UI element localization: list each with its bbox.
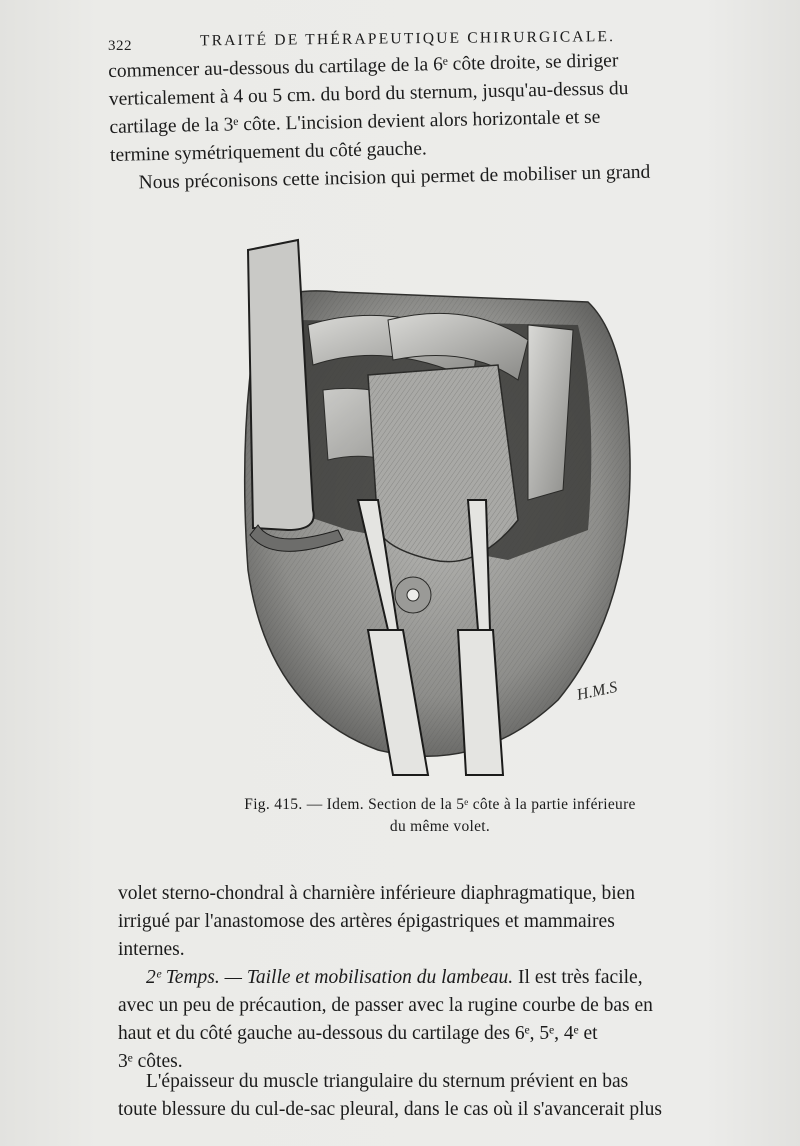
retractor [248,240,314,530]
running-head: TRAITÉ DE THÉRAPEUTIQUE CHIRURGICALE. [199,28,616,50]
text-line: volet sterno-chondral à charnière inférieure diaphragmatique, bien [118,883,636,904]
text-line: termine symétriquement du côté gauche. [109,138,427,166]
text-line: avec un peu de précaution, de passer avec la rugine courbe de bas en [118,995,653,1016]
caption-line: du même volet. [389,818,491,835]
figure-caption [190,794,690,838]
paragraph-muscle [118,1068,758,1124]
text-line: toute blessure du cul-de-sac pleural, dans le cas où il s'avancerait plus [118,1099,662,1120]
paragraph-flap [118,880,758,1076]
step-heading: 2ᵉ Temps. — Taille et mobilisation du lambeau. [146,967,514,988]
caption-line: Fig. 415. — Idem. Section de la 5ᵉ côte à la partie inférieure [244,796,636,813]
surgical-illustration [228,230,640,780]
step-text: Il est très facile, [518,967,643,988]
text-line: L'épaisseur du muscle triangulaire du sternum prévient en bas [146,1071,629,1092]
text-line: cartilage de la 3ᵉ côte. L'incision devient alors horizontale et se [109,106,601,138]
text-line: 3ᵉ côtes. [118,1051,183,1072]
text-line: irrigué par l'anastomose des artères épigastriques et mammaires [118,911,615,932]
engraver-signature: H.M.S [575,678,619,704]
text-line: internes. [118,939,185,960]
text-line: commencer au-dessous du cartilage de la 6ᵉ côte droite, se diriger [108,50,619,82]
paragraph-incision [108,44,759,198]
text-line: Nous préconisons cette incision qui permet de mobiliser un grand [138,161,651,194]
text-line [118,964,758,992]
text-line: haut et du côté gauche au-dessous du cartilage des 6ᵉ, 5ᵉ, 4ᵉ et [118,1023,598,1044]
text-line: verticalement à 4 ou 5 cm. du bord du sternum, jusqu'au-dessus du [108,78,629,110]
page-number: 322 [108,38,132,54]
